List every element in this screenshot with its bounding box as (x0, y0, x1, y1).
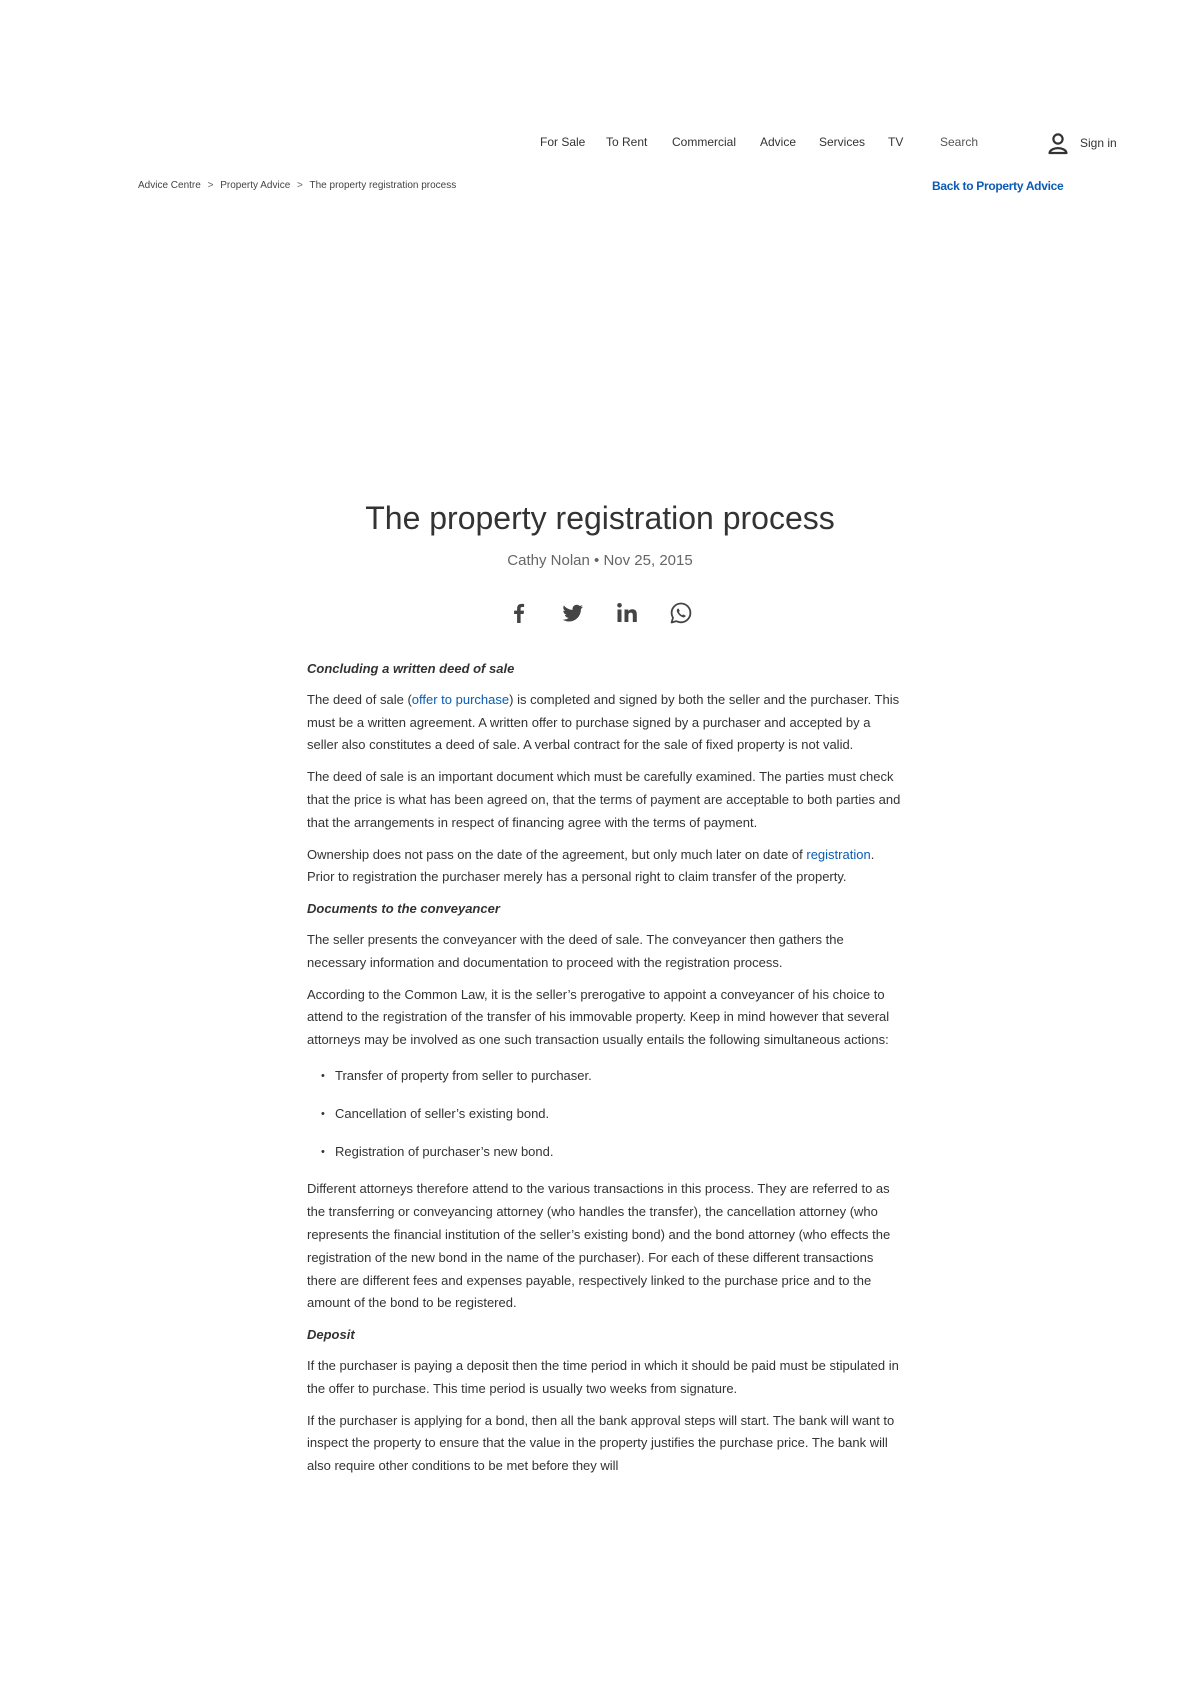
paragraph: The deed of sale is an important document which must be carefully examined. The parties must check that the price is what has been agreed on, that the terms of payment are acceptable to both parties and that the arrangements in respect of financing agree with the terms of payment. (307, 769, 901, 830)
article-body (307, 658, 903, 1487)
paragraph (307, 689, 903, 757)
publish-date: Nov 25, 2015 (603, 552, 693, 569)
breadcrumb-separator: > (207, 180, 214, 191)
offer-to-purchase-link[interactable]: offer to purchase (411, 691, 510, 707)
nav-commercial[interactable]: Commercial (672, 135, 737, 149)
section-heading: Concluding a written deed of sale (307, 661, 515, 676)
linkedin-icon[interactable] (614, 600, 640, 626)
breadcrumb-advice-centre[interactable]: Advice Centre (138, 180, 201, 191)
user-icon[interactable] (1046, 131, 1070, 155)
whatsapp-icon[interactable] (668, 600, 694, 626)
breadcrumb-separator: > (297, 180, 303, 191)
sign-in-link[interactable]: Sign in (1080, 136, 1117, 150)
list-item: • Cancellation of seller’s existing bond. (321, 1103, 903, 1126)
section-heading: Documents to the conveyancer (307, 901, 500, 917)
paragraph: If the purchaser is paying a deposit then the time period in which it should be paid must be stipulated in the offer to purchase. This time period is usually two weeks from signature. (307, 1357, 899, 1396)
paragraph: Different attorneys therefore attend to the various transactions in this process. They are referred to as the transferring or conveyancing attorney (who handles the transfer), the cancellation attorney (who represents the financial institution of the seller’s existing bond) and the bond attorney (who effects the registration of the new bond in the name of the purchaser). For each of these different transactions there are different fees and expenses payable, respectively linked to the purchase price and to the amount of the bond to be registered. (307, 1181, 891, 1311)
nav-advice[interactable]: Advice (760, 135, 797, 149)
breadcrumb (138, 180, 456, 191)
article-title: The property registration process (365, 500, 835, 536)
paragraph: According to the Common Law, it is the seller’s prerogative to appoint a conveyancer of his choice to attend to the registration of the transfer of his immovable property. Keep in mind however that several attorneys may be involved as one such transaction usually entails the following simultaneous actions: (307, 986, 890, 1048)
byline-separator: • (594, 552, 600, 569)
section-heading: Deposit (307, 1327, 355, 1343)
paragraph-text: Ownership does not pass on the date of the agreement, but only much later on date of (307, 846, 807, 862)
facebook-icon[interactable] (506, 600, 532, 626)
paragraph: If the purchaser is applying for a bond, then all the bank approval steps will start. The bank will want to inspect the property to ensure that the value in the property justifies the purchase price. The bank will also require other conditions to be met before they will (307, 1412, 895, 1474)
nav-services[interactable]: Services (819, 135, 866, 149)
nav-tv[interactable]: TV (888, 135, 904, 149)
nav-to-rent[interactable]: To Rent (606, 135, 648, 149)
paragraph-text: ) is completed and signed by both the seller and the purchaser. This must be a written agreement. A written offer to purchase signed by a purchaser and accepted by a seller also constitutes a deed of sale. A verbal contract for the sale of fixed property is not valid. (307, 691, 900, 753)
author-name[interactable]: Cathy Nolan (507, 552, 590, 569)
article-byline (0, 552, 1200, 569)
paragraph: The seller presents the conveyancer with the deed of sale. The conveyancer then gathers the necessary information and documentation to proceed with the registration process. (307, 931, 844, 970)
back-to-property-advice-link[interactable]: Back to Property Advice (932, 179, 1064, 193)
registration-link[interactable]: registration (806, 846, 871, 862)
list-item: • Registration of purchaser’s new bond. (321, 1141, 903, 1164)
paragraph-text: . Prior to registration the purchaser merely has a personal right to claim transfer of the property. (307, 846, 875, 885)
list-item: • Transfer of property from seller to purchaser. (321, 1065, 903, 1088)
breadcrumb-property-advice[interactable]: Property Advice (220, 180, 291, 191)
top-navigation (0, 131, 1200, 155)
search-input[interactable] (940, 135, 1030, 149)
twitter-icon[interactable] (560, 600, 586, 626)
bullet-list (307, 1065, 903, 1163)
nav-for-sale[interactable]: For Sale (540, 135, 586, 149)
paragraph-text: The deed of sale ( (307, 691, 412, 707)
breadcrumb-current: The property registration process (309, 180, 457, 191)
paragraph (307, 844, 903, 890)
